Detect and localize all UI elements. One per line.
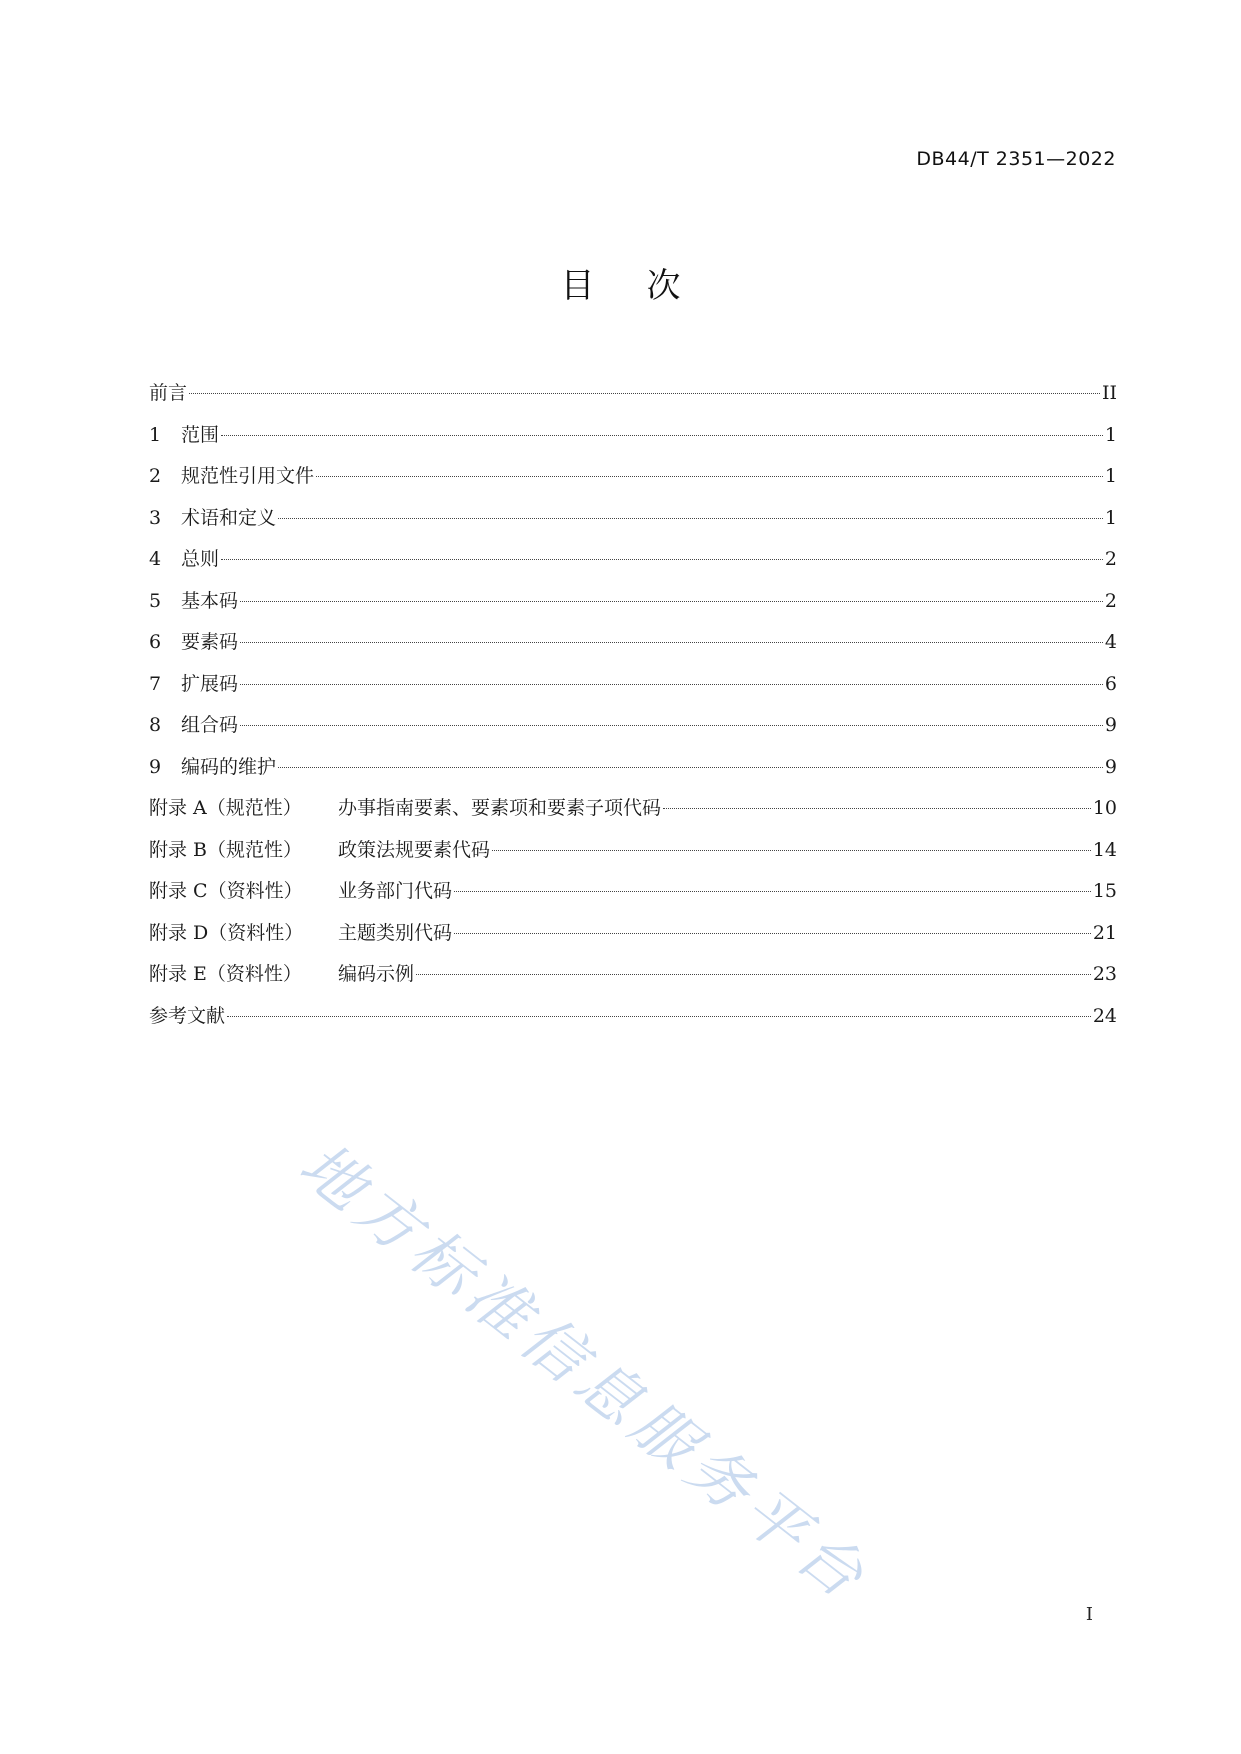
toc-entry[interactable] bbox=[149, 581, 1117, 623]
toc-entry[interactable] bbox=[149, 622, 1117, 664]
toc-entry-number: 1 bbox=[149, 423, 162, 446]
toc-entry[interactable] bbox=[149, 456, 1117, 498]
toc-entry-page: 9 bbox=[1104, 714, 1117, 736]
watermark: 地方标准信息服务平台 bbox=[286, 1127, 884, 1617]
page-number: I bbox=[1085, 1604, 1093, 1625]
toc-entry-label: 扩展码 bbox=[181, 672, 239, 695]
toc-entry-number: 5 bbox=[149, 589, 162, 612]
toc-entry-label: 术语和定义 bbox=[181, 506, 277, 529]
toc-entry-number: 4 bbox=[149, 548, 162, 570]
toc-entry-number: 7 bbox=[149, 672, 162, 695]
toc-entry-label: 要素码 bbox=[181, 631, 239, 653]
toc-entry[interactable] bbox=[149, 498, 1117, 540]
toc-entry-page: 10 bbox=[1092, 797, 1117, 819]
toc-entry-page: 1 bbox=[1104, 506, 1117, 529]
toc-entry-label: 组合码 bbox=[181, 714, 239, 736]
toc-dot-leader bbox=[240, 642, 1103, 643]
toc-entry-page: 1 bbox=[1104, 465, 1117, 487]
toc-entry-page: 1 bbox=[1104, 423, 1117, 446]
toc-entry-label: 编码的维护 bbox=[181, 755, 277, 778]
toc-entry-number: 8 bbox=[149, 714, 162, 736]
toc-entry-label: 编码示例 bbox=[338, 963, 415, 985]
toc-entry-label: 总则 bbox=[181, 548, 220, 570]
toc-entry[interactable] bbox=[149, 996, 1117, 1038]
toc-dot-leader bbox=[492, 850, 1091, 851]
toc-entry-page: 2 bbox=[1104, 548, 1117, 570]
toc-dot-leader bbox=[454, 891, 1091, 892]
toc-entry[interactable] bbox=[149, 664, 1117, 706]
toc-dot-leader bbox=[240, 725, 1103, 726]
toc-dot-leader bbox=[278, 767, 1103, 768]
toc-entry-label: 业务部门代码 bbox=[338, 880, 453, 902]
toc-dot-leader bbox=[240, 601, 1103, 602]
toc-entry-label: 主题类别代码 bbox=[338, 921, 453, 944]
toc-entry[interactable] bbox=[149, 539, 1117, 581]
toc-dot-leader bbox=[316, 476, 1103, 477]
toc-entry-page: 14 bbox=[1092, 838, 1117, 861]
toc-dot-leader bbox=[278, 518, 1103, 519]
toc-entry-number: 3 bbox=[149, 506, 162, 529]
toc-entry-label: 基本码 bbox=[181, 589, 239, 612]
toc-entry-label: 范围 bbox=[181, 423, 220, 446]
toc-entry-number: 9 bbox=[149, 755, 162, 778]
toc-entry-label: 规范性引用文件 bbox=[181, 465, 315, 487]
toc-entry-page: 9 bbox=[1104, 755, 1117, 778]
toc-entry-page: 15 bbox=[1092, 880, 1117, 902]
toc-dot-leader bbox=[227, 1016, 1091, 1017]
toc-entry[interactable] bbox=[149, 747, 1117, 789]
toc-entry-number: 2 bbox=[149, 465, 162, 487]
toc-entry[interactable] bbox=[149, 705, 1117, 747]
toc-entry-number: 6 bbox=[149, 631, 162, 653]
toc-entry-page: 2 bbox=[1104, 589, 1117, 612]
toc-entry-label: 参考文献 bbox=[149, 1004, 226, 1027]
toc-entry-annex-prefix: 附录 E（资料性） bbox=[149, 963, 302, 985]
toc-entry-annex-prefix: 附录 A（规范性） bbox=[149, 797, 302, 819]
table-of-contents bbox=[149, 373, 1117, 1037]
toc-entry[interactable] bbox=[149, 373, 1117, 415]
toc-entry-page: 24 bbox=[1092, 1004, 1117, 1027]
toc-dot-leader bbox=[663, 808, 1091, 809]
toc-entry-page: 21 bbox=[1092, 921, 1117, 944]
toc-entry[interactable] bbox=[149, 871, 1117, 913]
document-code: DB44/T 2351—2022 bbox=[916, 148, 1116, 170]
toc-entry-page: 23 bbox=[1092, 963, 1117, 985]
toc-entry-label: 办事指南要素、要素项和要素子项代码 bbox=[338, 797, 662, 819]
toc-entry[interactable] bbox=[149, 913, 1117, 955]
toc-dot-leader bbox=[189, 393, 1100, 394]
toc-entry[interactable] bbox=[149, 830, 1117, 872]
toc-entry-page: 4 bbox=[1104, 631, 1117, 653]
toc-dot-leader bbox=[221, 559, 1103, 560]
toc-entry[interactable] bbox=[149, 954, 1117, 996]
toc-entry[interactable] bbox=[149, 788, 1117, 830]
toc-entry-label: 政策法规要素代码 bbox=[338, 838, 491, 861]
toc-entry-page: II bbox=[1101, 382, 1117, 404]
toc-dot-leader bbox=[416, 974, 1091, 975]
toc-entry-page: 6 bbox=[1104, 672, 1117, 695]
toc-dot-leader bbox=[221, 435, 1103, 436]
toc-entry-annex-prefix: 附录 C（资料性） bbox=[149, 880, 303, 902]
toc-dot-leader bbox=[240, 684, 1103, 685]
toc-entry-annex-prefix: 附录 B（规范性） bbox=[149, 838, 303, 861]
page-title: 目次 bbox=[560, 266, 733, 306]
toc-dot-leader bbox=[454, 933, 1091, 934]
toc-entry-annex-prefix: 附录 D（资料性） bbox=[149, 921, 304, 944]
toc-entry-label: 前言 bbox=[149, 382, 188, 404]
toc-entry[interactable] bbox=[149, 415, 1117, 457]
